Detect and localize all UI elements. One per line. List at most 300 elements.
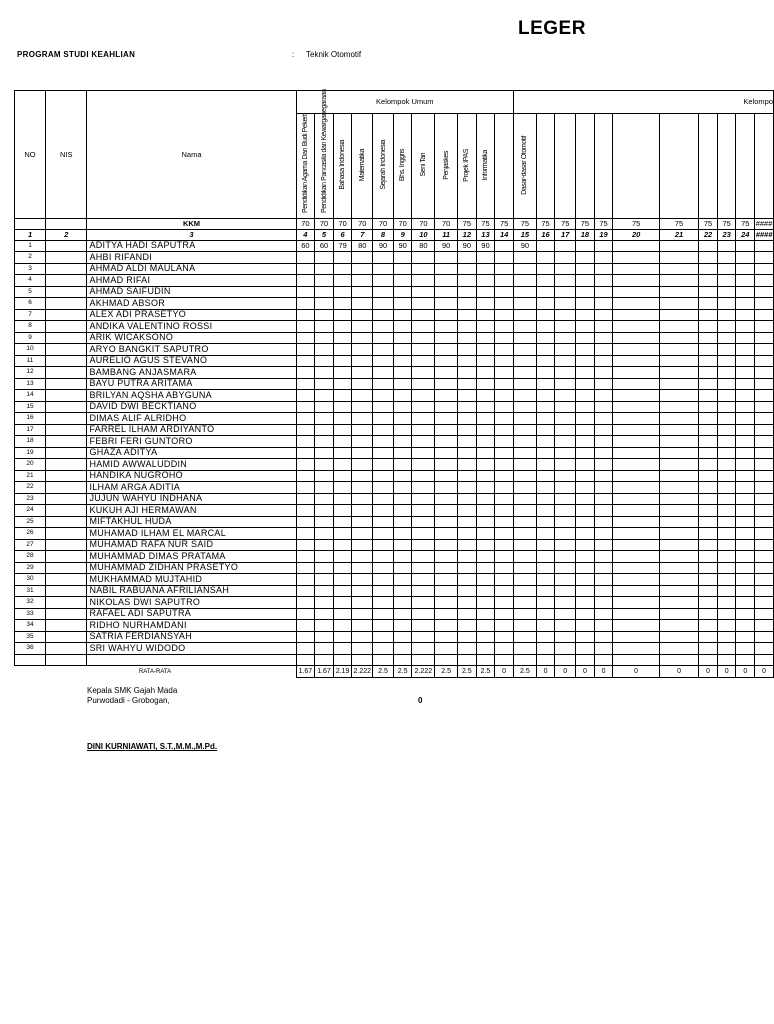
score-cell xyxy=(296,355,315,367)
score-cell xyxy=(555,493,576,505)
score-cell xyxy=(536,447,555,459)
score-cell xyxy=(352,309,373,321)
student-name: NIKOLAS DWI SAPUTRO xyxy=(87,597,296,609)
score-cell xyxy=(717,378,736,390)
score-cell xyxy=(576,597,595,609)
score-cell xyxy=(717,505,736,517)
score-cell xyxy=(576,482,595,494)
score-cell xyxy=(435,597,458,609)
student-no: 14 xyxy=(15,390,46,402)
score-cell xyxy=(613,401,660,413)
score-cell xyxy=(476,643,495,655)
kkm-value: 75 xyxy=(613,218,660,229)
score-cell xyxy=(495,516,514,528)
student-nis xyxy=(46,482,87,494)
score-cell xyxy=(736,608,755,620)
score-cell xyxy=(513,597,536,609)
score-cell xyxy=(458,344,477,356)
score-cell xyxy=(296,470,315,482)
score-cell xyxy=(594,286,613,298)
score-cell xyxy=(717,608,736,620)
score-cell xyxy=(736,240,755,252)
score-cell xyxy=(736,493,755,505)
kkm-value: 75 xyxy=(555,218,576,229)
score-cell xyxy=(476,528,495,540)
score-cell xyxy=(393,436,412,448)
score-cell xyxy=(315,516,334,528)
student-no: 15 xyxy=(15,401,46,413)
score-cell xyxy=(373,275,394,287)
subject-header-16 xyxy=(594,114,613,219)
score-cell xyxy=(333,344,352,356)
score-cell xyxy=(717,355,736,367)
score-cell xyxy=(594,367,613,379)
score-cell xyxy=(352,643,373,655)
student-no: 17 xyxy=(15,424,46,436)
blank-cell xyxy=(736,654,755,666)
average-value: 0 xyxy=(576,666,595,678)
student-no: 9 xyxy=(15,332,46,344)
score-cell xyxy=(699,401,718,413)
score-cell xyxy=(393,597,412,609)
score-cell xyxy=(717,620,736,632)
score-cell xyxy=(513,378,536,390)
average-value: 0 xyxy=(555,666,576,678)
score-cell xyxy=(613,321,660,333)
subject-header-14 xyxy=(555,114,576,219)
score-cell xyxy=(495,252,514,264)
score-cell xyxy=(576,562,595,574)
student-nis xyxy=(46,562,87,574)
average-value: 0 xyxy=(613,666,660,678)
score-cell xyxy=(555,436,576,448)
score-cell xyxy=(576,631,595,643)
score-cell xyxy=(296,574,315,586)
blank-cell xyxy=(659,654,698,666)
score-cell xyxy=(296,539,315,551)
score-cell xyxy=(613,332,660,344)
score-cell xyxy=(555,309,576,321)
score-cell xyxy=(495,631,514,643)
column-number: 5 xyxy=(315,229,334,240)
score-cell xyxy=(736,344,755,356)
score-cell xyxy=(352,275,373,287)
score-cell xyxy=(333,401,352,413)
score-cell xyxy=(296,482,315,494)
score-cell xyxy=(315,390,334,402)
score-cell xyxy=(736,309,755,321)
score-cell xyxy=(536,240,555,252)
score-cell xyxy=(536,493,555,505)
score-cell xyxy=(513,562,536,574)
score-cell xyxy=(495,378,514,390)
score-cell xyxy=(555,240,576,252)
score-cell xyxy=(659,620,698,632)
score-cell xyxy=(435,562,458,574)
score-cell xyxy=(352,505,373,517)
score-cell xyxy=(513,436,536,448)
score-cell xyxy=(296,413,315,425)
table-row xyxy=(15,275,774,287)
score-cell xyxy=(536,505,555,517)
score-cell xyxy=(495,275,514,287)
score-cell xyxy=(576,424,595,436)
score-cell xyxy=(393,470,412,482)
student-name: RIDHO NURHAMDANI xyxy=(87,620,296,632)
score-cell xyxy=(296,436,315,448)
column-number-row xyxy=(15,229,774,240)
score-cell xyxy=(412,355,435,367)
score-cell xyxy=(412,252,435,264)
score-cell: 60 xyxy=(296,240,315,252)
score-cell xyxy=(373,401,394,413)
score-cell xyxy=(373,447,394,459)
score-cell xyxy=(513,528,536,540)
kkm-value: 75 xyxy=(594,218,613,229)
score-cell xyxy=(699,413,718,425)
score-cell xyxy=(659,263,698,275)
score-cell xyxy=(717,413,736,425)
student-no: 13 xyxy=(15,378,46,390)
subject-header-1 xyxy=(296,114,315,219)
score-cell xyxy=(536,309,555,321)
score-cell xyxy=(435,539,458,551)
score-cell xyxy=(699,355,718,367)
score-cell xyxy=(435,390,458,402)
score-cell xyxy=(315,344,334,356)
score-cell xyxy=(736,286,755,298)
column-number: 1 xyxy=(15,229,46,240)
blank-cell xyxy=(435,654,458,666)
subject-label: Penjaskes xyxy=(442,150,450,180)
student-name: BAMBANG ANJASMARA xyxy=(87,367,296,379)
score-cell xyxy=(412,332,435,344)
score-cell xyxy=(476,424,495,436)
score-cell xyxy=(613,390,660,402)
table-row xyxy=(15,528,774,540)
student-name: KUKUH AJI HERMAWAN xyxy=(87,505,296,517)
score-cell xyxy=(373,286,394,298)
student-name: ARIK WICAKSONO xyxy=(87,332,296,344)
student-no: 22 xyxy=(15,482,46,494)
student-nis xyxy=(46,597,87,609)
student-nis xyxy=(46,355,87,367)
student-nis xyxy=(46,493,87,505)
average-value: 2.5 xyxy=(435,666,458,678)
score-cell xyxy=(513,355,536,367)
student-name: AHMAD RIFAI xyxy=(87,275,296,287)
student-no: 24 xyxy=(15,505,46,517)
score-cell xyxy=(333,263,352,275)
kkm-value: 70 xyxy=(373,218,394,229)
table-row xyxy=(15,367,774,379)
score-cell xyxy=(393,585,412,597)
score-cell xyxy=(373,378,394,390)
score-cell xyxy=(296,275,315,287)
score-cell xyxy=(315,551,334,563)
kkm-row xyxy=(15,218,774,229)
score-cell xyxy=(352,355,373,367)
kkm-value: #### xyxy=(755,218,773,228)
score-cell xyxy=(373,620,394,632)
score-cell xyxy=(699,539,718,551)
score-cell xyxy=(412,585,435,597)
column-number: 16 xyxy=(536,229,555,240)
score-cell xyxy=(699,263,718,275)
score-cell xyxy=(393,493,412,505)
student-name: DIMAS ALIF ALRIDHO xyxy=(87,413,296,425)
score-cell xyxy=(296,447,315,459)
score-cell xyxy=(755,286,774,298)
subject-header-15 xyxy=(576,114,595,219)
score-cell xyxy=(513,482,536,494)
student-name: MUKHAMMAD MUJTAHID xyxy=(87,574,296,586)
score-cell xyxy=(536,574,555,586)
score-cell xyxy=(513,413,536,425)
score-cell xyxy=(333,608,352,620)
score-cell xyxy=(594,275,613,287)
score-cell xyxy=(373,344,394,356)
average-row xyxy=(15,666,774,678)
score-cell xyxy=(755,516,774,528)
kkm-value: 75 xyxy=(536,218,555,229)
score-cell xyxy=(352,436,373,448)
score-cell xyxy=(659,516,698,528)
subject-label: Pendidikan Pancasila dan Kewarganegaraan xyxy=(320,89,328,213)
score-cell xyxy=(315,470,334,482)
score-cell xyxy=(412,275,435,287)
table-row xyxy=(15,470,774,482)
score-cell xyxy=(536,482,555,494)
student-name: MIFTAKHUL HUDA xyxy=(87,516,296,528)
score-cell xyxy=(736,528,755,540)
student-no: 33 xyxy=(15,608,46,620)
score-cell xyxy=(393,459,412,471)
score-cell xyxy=(373,436,394,448)
score-cell xyxy=(435,470,458,482)
score-cell xyxy=(576,355,595,367)
score-cell xyxy=(458,620,477,632)
score-cell xyxy=(476,390,495,402)
score-cell xyxy=(576,436,595,448)
score-cell xyxy=(333,620,352,632)
score-cell xyxy=(333,321,352,333)
table-row xyxy=(15,401,774,413)
score-cell xyxy=(699,608,718,620)
score-cell xyxy=(594,390,613,402)
student-name: MUHAMMAD ZIDHAN PRASETYO xyxy=(87,562,296,574)
blank-cell xyxy=(495,654,514,666)
score-cell xyxy=(296,528,315,540)
score-cell xyxy=(576,309,595,321)
score-cell xyxy=(555,574,576,586)
score-cell xyxy=(576,447,595,459)
score-cell xyxy=(736,401,755,413)
score-cell xyxy=(613,275,660,287)
score-cell xyxy=(435,252,458,264)
score-cell xyxy=(393,413,412,425)
score-cell xyxy=(755,620,774,632)
score-cell xyxy=(659,482,698,494)
score-cell: 90 xyxy=(513,240,536,252)
score-cell xyxy=(315,482,334,494)
score-cell xyxy=(576,585,595,597)
score-cell xyxy=(755,263,774,275)
score-cell xyxy=(717,424,736,436)
score-cell xyxy=(699,459,718,471)
score-cell xyxy=(393,263,412,275)
column-number: 7 xyxy=(352,229,373,240)
score-cell xyxy=(333,275,352,287)
student-nis xyxy=(46,528,87,540)
score-cell xyxy=(555,390,576,402)
score-cell xyxy=(393,390,412,402)
table-row xyxy=(15,516,774,528)
score-cell xyxy=(296,493,315,505)
score-cell xyxy=(476,252,495,264)
table-row xyxy=(15,482,774,494)
score-cell xyxy=(513,516,536,528)
score-cell xyxy=(373,493,394,505)
score-cell xyxy=(699,620,718,632)
score-cell xyxy=(699,597,718,609)
score-cell xyxy=(659,585,698,597)
score-cell xyxy=(435,263,458,275)
score-cell xyxy=(513,470,536,482)
table-row xyxy=(15,355,774,367)
column-number: 9 xyxy=(393,229,412,240)
score-cell xyxy=(555,378,576,390)
score-cell xyxy=(736,252,755,264)
score-cell xyxy=(435,367,458,379)
column-number: 24 xyxy=(736,229,755,240)
blank-cell xyxy=(87,654,296,666)
signature-place: Purwodadi - Grobogan, xyxy=(87,696,170,705)
score-cell xyxy=(315,275,334,287)
score-cell xyxy=(736,631,755,643)
score-cell xyxy=(555,470,576,482)
score-cell xyxy=(594,493,613,505)
student-no: 8 xyxy=(15,321,46,333)
score-cell xyxy=(458,597,477,609)
score-cell xyxy=(659,321,698,333)
score-cell xyxy=(435,620,458,632)
score-cell xyxy=(393,286,412,298)
score-cell xyxy=(352,551,373,563)
score-cell xyxy=(352,252,373,264)
score-cell xyxy=(555,505,576,517)
score-cell xyxy=(373,263,394,275)
score-cell xyxy=(576,378,595,390)
average-value: 2.222 xyxy=(352,666,373,678)
score-cell xyxy=(352,390,373,402)
score-cell xyxy=(296,344,315,356)
score-cell xyxy=(352,459,373,471)
score-cell xyxy=(296,562,315,574)
score-cell: 90 xyxy=(393,240,412,252)
student-no: 6 xyxy=(15,298,46,310)
score-cell xyxy=(458,470,477,482)
score-cell xyxy=(412,424,435,436)
subject-label: Bhs. Inggris xyxy=(399,148,407,182)
score-cell xyxy=(613,436,660,448)
score-cell xyxy=(613,516,660,528)
score-cell: 60 xyxy=(315,240,334,252)
score-cell xyxy=(296,252,315,264)
score-cell xyxy=(699,367,718,379)
score-cell xyxy=(513,643,536,655)
score-cell xyxy=(594,378,613,390)
score-cell xyxy=(755,643,774,655)
score-cell xyxy=(435,574,458,586)
score-cell xyxy=(594,482,613,494)
score-cell xyxy=(435,436,458,448)
score-cell xyxy=(699,482,718,494)
score-cell xyxy=(736,585,755,597)
score-cell xyxy=(373,321,394,333)
score-cell xyxy=(495,459,514,471)
score-cell xyxy=(373,597,394,609)
header-row xyxy=(15,91,774,114)
score-cell xyxy=(659,574,698,586)
score-cell xyxy=(555,643,576,655)
score-cell xyxy=(352,447,373,459)
score-cell xyxy=(352,378,373,390)
score-cell xyxy=(333,574,352,586)
score-cell xyxy=(594,539,613,551)
student-no: 18 xyxy=(15,436,46,448)
blank-cell xyxy=(513,654,536,666)
column-number: 11 xyxy=(435,229,458,240)
score-cell xyxy=(476,562,495,574)
score-cell xyxy=(476,275,495,287)
score-cell xyxy=(495,413,514,425)
score-cell xyxy=(495,447,514,459)
score-cell xyxy=(576,263,595,275)
signature-date-value: 0 xyxy=(418,696,423,705)
score-cell xyxy=(393,482,412,494)
score-cell xyxy=(476,551,495,563)
table-row xyxy=(15,562,774,574)
score-cell xyxy=(699,562,718,574)
score-cell: 90 xyxy=(373,240,394,252)
score-cell xyxy=(476,608,495,620)
score-cell xyxy=(435,332,458,344)
student-no: 31 xyxy=(15,585,46,597)
score-cell xyxy=(576,493,595,505)
score-cell xyxy=(435,298,458,310)
kkm-value: 75 xyxy=(513,218,536,229)
student-name: AURELIO AGUS STEVANO xyxy=(87,355,296,367)
score-cell xyxy=(495,505,514,517)
blank-cell xyxy=(315,654,334,666)
blank-cell xyxy=(594,654,613,666)
score-cell xyxy=(315,252,334,264)
score-cell xyxy=(717,597,736,609)
score-cell xyxy=(736,620,755,632)
score-cell xyxy=(736,539,755,551)
score-cell xyxy=(736,390,755,402)
score-cell xyxy=(315,631,334,643)
score-cell xyxy=(659,240,698,252)
blank-cell xyxy=(458,654,477,666)
score-cell xyxy=(659,252,698,264)
score-cell xyxy=(536,275,555,287)
score-cell xyxy=(296,424,315,436)
score-cell xyxy=(333,643,352,655)
score-cell xyxy=(594,631,613,643)
score-cell xyxy=(576,332,595,344)
